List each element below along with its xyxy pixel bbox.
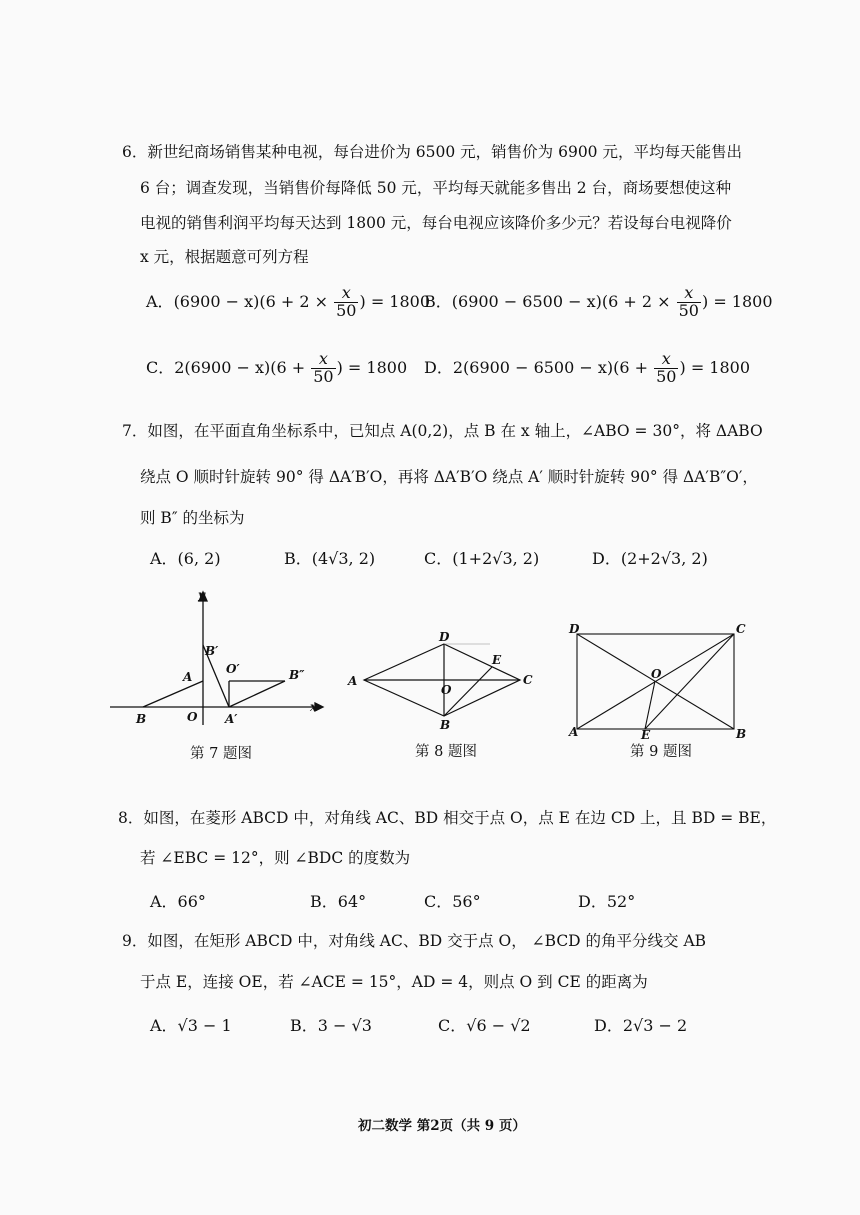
q6-option-a: A．(6900 − x)(6 + 2 × $\frac{x}{50}$ ) = 1800 xyxy=(146,283,431,320)
q6-line-4: x 元，根据题意可列方程 xyxy=(140,248,309,266)
fig7-label-x: x xyxy=(310,700,318,714)
fig9-label-c: C xyxy=(736,624,746,636)
fig7-label-b: B xyxy=(136,712,147,726)
q6-line-3: 电视的销售利润平均每天达到 1800 元，每台电视应该降价多少元？若设每台电视降价 xyxy=(140,214,732,232)
figure-9-caption: 第 9 题图 xyxy=(630,744,692,760)
q7-line-2: 绕点 O 顺时针旋转 90° 得 ΔA′B′O，再将 ΔA′B′O 绕点 A′ 顺时针旋转 90° 得 ΔA′B″O′， xyxy=(140,468,758,486)
fig8-label-a: A xyxy=(348,674,358,688)
q9-option-c: C．√6 − √2 xyxy=(438,1016,531,1035)
fig9-label-a: A xyxy=(569,725,579,739)
fig7-label-a1: A′ xyxy=(225,712,238,726)
fig7-label-b1: B′ xyxy=(205,644,219,658)
figure-9 xyxy=(565,624,755,744)
q6-line-1: 6．新世纪商场销售某种电视，每台进价为 6500 元，销售价为 6900 元，平均每天能售出 xyxy=(122,143,742,161)
fig8-label-d: D xyxy=(439,630,450,644)
fig7-label-b2: B″ xyxy=(289,668,305,682)
q7-line-3: 则 B″ 的坐标为 xyxy=(140,509,245,527)
q7-option-d: D．(2+2√3, 2) xyxy=(592,549,708,568)
q8-option-d: D．52° xyxy=(578,892,636,911)
q6-option-c: C．2(6900 − x)(6 + $\frac{x}{50}$ ) = 1800 xyxy=(146,349,408,386)
q7-line-1: 7．如图，在平面直角坐标系中，已知点 A(0,2)，点 B 在 x 轴上，∠ABO = 30°，将 ΔABO xyxy=(122,422,763,440)
q8-option-a: A．66° xyxy=(150,892,206,911)
q8-option-b: B．64° xyxy=(310,892,367,911)
fig9-label-b: B xyxy=(736,727,747,741)
figure-8 xyxy=(340,628,540,733)
page-footer: 初二数学 第2页（共 9 页） xyxy=(358,1118,526,1134)
fig9-label-o: O xyxy=(651,667,662,681)
figure-8-caption: 第 8 题图 xyxy=(415,744,477,760)
q6-option-b: B．(6900 − 6500 − x)(6 + 2 × $\frac{x}{50}$ ) = 1800 xyxy=(424,283,773,320)
q8-line-2: 若 ∠EBC = 12°，则 ∠BDC 的度数为 xyxy=(140,849,411,867)
figure-7-caption: 第 7 题图 xyxy=(190,746,252,762)
segment-ab xyxy=(143,681,203,707)
fig7-label-y: y xyxy=(198,588,205,602)
segment-oe xyxy=(645,681,655,729)
fig7-label-o1: O′ xyxy=(226,662,240,676)
figure-7 xyxy=(105,585,330,735)
q6-option-d: D．2(6900 − 6500 − x)(6 + $\frac{x}{50}$ ) = 1800 xyxy=(424,349,751,386)
fig9-label-d: D xyxy=(569,624,580,636)
fig7-label-o: O xyxy=(187,710,198,724)
q7-option-a: A．(6, 2) xyxy=(150,549,221,568)
q9-option-b: B．3 − √3 xyxy=(290,1016,372,1035)
fig8-label-e: E xyxy=(492,653,502,667)
fig8-label-c: C xyxy=(523,673,533,687)
q8-option-c: C．56° xyxy=(424,892,481,911)
q9-line-2: 于点 E，连接 OE，若 ∠ACE = 15°，AD = 4，则点 O 到 CE 的距离为 xyxy=(140,973,648,991)
q9-line-1: 9．如图，在矩形 ABCD 中，对角线 AC、BD 交于点 O， ∠BCD 的角平分线交 AB xyxy=(122,932,707,950)
fig8-label-b: B xyxy=(440,718,451,732)
segment-a1b2 xyxy=(229,681,285,707)
q7-option-c: C．(1+2√3, 2) xyxy=(424,549,540,568)
fig8-label-o: O xyxy=(441,683,452,697)
q9-option-a: A．√3 − 1 xyxy=(150,1016,232,1035)
fig7-label-a: A xyxy=(183,670,193,684)
q6-line-2: 6 台；调查发现，当销售价每降低 50 元，平均每天就能多售出 2 台，商场要想使这种 xyxy=(140,179,732,197)
q9-option-d: D．2√3 − 2 xyxy=(594,1016,688,1035)
q8-line-1: 8．如图，在菱形 ABCD 中，对角线 AC、BD 相交于点 O，点 E 在边 CD 上，且 BD = BE， xyxy=(118,809,777,827)
segment-ce xyxy=(645,634,734,729)
q7-option-b: B．(4√3, 2) xyxy=(284,549,376,568)
fig9-label-e: E xyxy=(641,728,651,742)
